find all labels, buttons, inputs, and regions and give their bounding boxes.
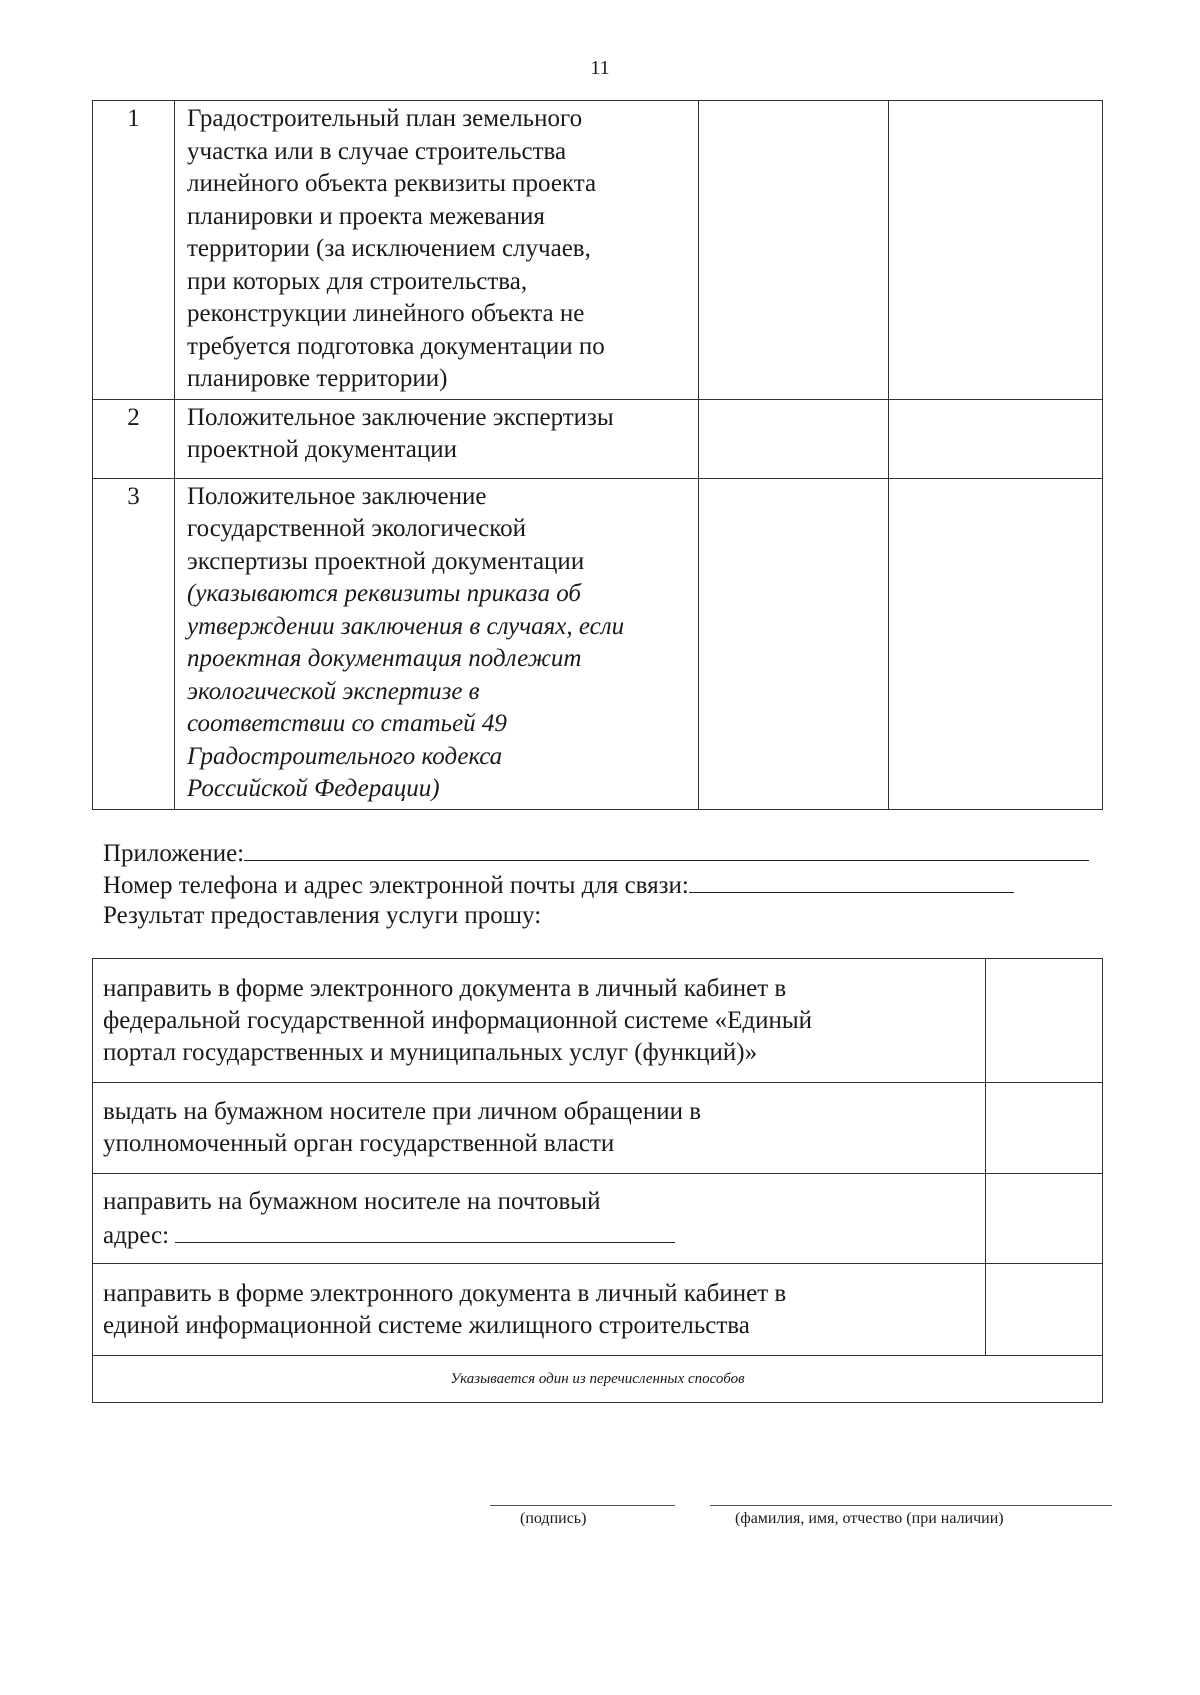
document-text-line: Положительное заключение [187,482,487,510]
delivery-option-text [93,1174,986,1264]
document-text-line: экспертизы проектной документации [187,547,585,575]
document-text-line: Положительное заключение экспертизы [187,403,614,431]
contact-input-line[interactable] [689,868,1014,893]
document-note-line: экологической экспертизе в [187,677,480,705]
delivery-option-text [93,959,986,1083]
document-note-line: (указываются реквизиты приказа об [187,580,581,607]
option-text-line: федеральной государственной информационной системе «Единый [103,1006,813,1034]
document-text-line: участка или в случае строительства [187,137,567,165]
document-text-line: проектной документации [187,436,457,463]
option-text-line: направить в форме электронного документа в личный кабинет в [103,974,787,1002]
option-checkbox[interactable] [986,1174,1103,1264]
delivery-option-text [93,1083,986,1174]
document-note-line: Градостроительного кодекса [187,742,503,770]
delivery-option-row [93,1174,1103,1264]
signature-caption: (подпись) [520,1510,587,1527]
document-name-cell [175,101,699,400]
attachment-input-line[interactable] [244,836,1089,861]
option-text-line: выдать на бумажном носителе при личном обращении в [103,1098,702,1125]
page-number: 11 [590,57,610,79]
documents-table [92,100,1103,810]
result-label: Результат предоставления услуги прошу: [103,902,542,929]
option-checkbox[interactable] [986,1264,1103,1356]
document-text-line: при которых для строительства, [187,267,528,295]
document-text-line: государственной экологической [187,515,526,542]
options-note: Указывается один из перечисленных способов [93,1356,1103,1403]
document-text-line: планировки и проекта межевания [187,202,545,230]
delivery-option-row [93,1264,1103,1356]
document-note-line: проектная документация подлежит [187,645,582,672]
full-name-line[interactable] [710,1505,1112,1506]
options-note-row [93,1356,1103,1403]
document-name-cell [175,399,699,478]
document-note-line: Российской Федерации) [187,775,440,802]
contact-field [103,868,1014,902]
document-details-cell[interactable] [699,478,889,809]
document-note-line: утверждении заключения в случаях, если [187,612,625,640]
postal-address-label: адрес: [103,1221,170,1249]
option-text-line: единой информационной системе жилищного строительства [103,1311,750,1339]
delivery-option-text [93,1264,986,1356]
postal-address-input-line[interactable] [175,1218,675,1243]
table-row [93,478,1103,809]
attachment-field [103,836,1089,870]
table-row [93,399,1103,478]
option-text-line: уполномоченный орган государственной власти [103,1130,615,1157]
document-text-line: требуется подготовка документации по [187,332,605,360]
delivery-option-row [93,1083,1103,1174]
document-date-cell[interactable] [889,399,1103,478]
option-checkbox[interactable] [986,1083,1103,1174]
document-text-line: реконструкции линейного объекта не [187,300,585,327]
delivery-options-table [92,958,1103,1403]
option-checkbox[interactable] [986,959,1103,1083]
document-text-line: планировке территории) [187,365,448,392]
option-text-line: направить в форме электронного документа в личный кабинет в [103,1279,787,1307]
full-name-caption: (фамилия, имя, отчество (при наличии) [735,1510,1004,1527]
row-number: 1 [93,101,175,400]
document-text-line: территории (за исключением случаев, [187,235,591,262]
attachment-label: Приложение: [103,840,245,867]
document-details-cell[interactable] [699,101,889,400]
document-text-line: линейного объекта реквизиты проекта [187,170,597,197]
table-row [93,101,1103,400]
document-text-line: Градостроительный план земельного [187,105,583,132]
option-text-line [103,1218,975,1252]
document-date-cell[interactable] [889,478,1103,809]
contact-label: Номер телефона и адрес электронной почты для связи: [103,872,689,899]
document-name-cell [175,478,699,809]
option-text-line: портал государственных и муниципальных услуг (функций)» [103,1038,758,1066]
option-text-line: направить на бумажном носителе на почтовый [103,1187,601,1215]
document-date-cell[interactable] [889,101,1103,400]
delivery-option-row [93,959,1103,1083]
signature-line[interactable] [490,1505,675,1506]
row-number: 3 [93,478,175,809]
document-details-cell[interactable] [699,399,889,478]
row-number: 2 [93,399,175,478]
document-note-line: соответствии со статьей 49 [187,710,507,737]
